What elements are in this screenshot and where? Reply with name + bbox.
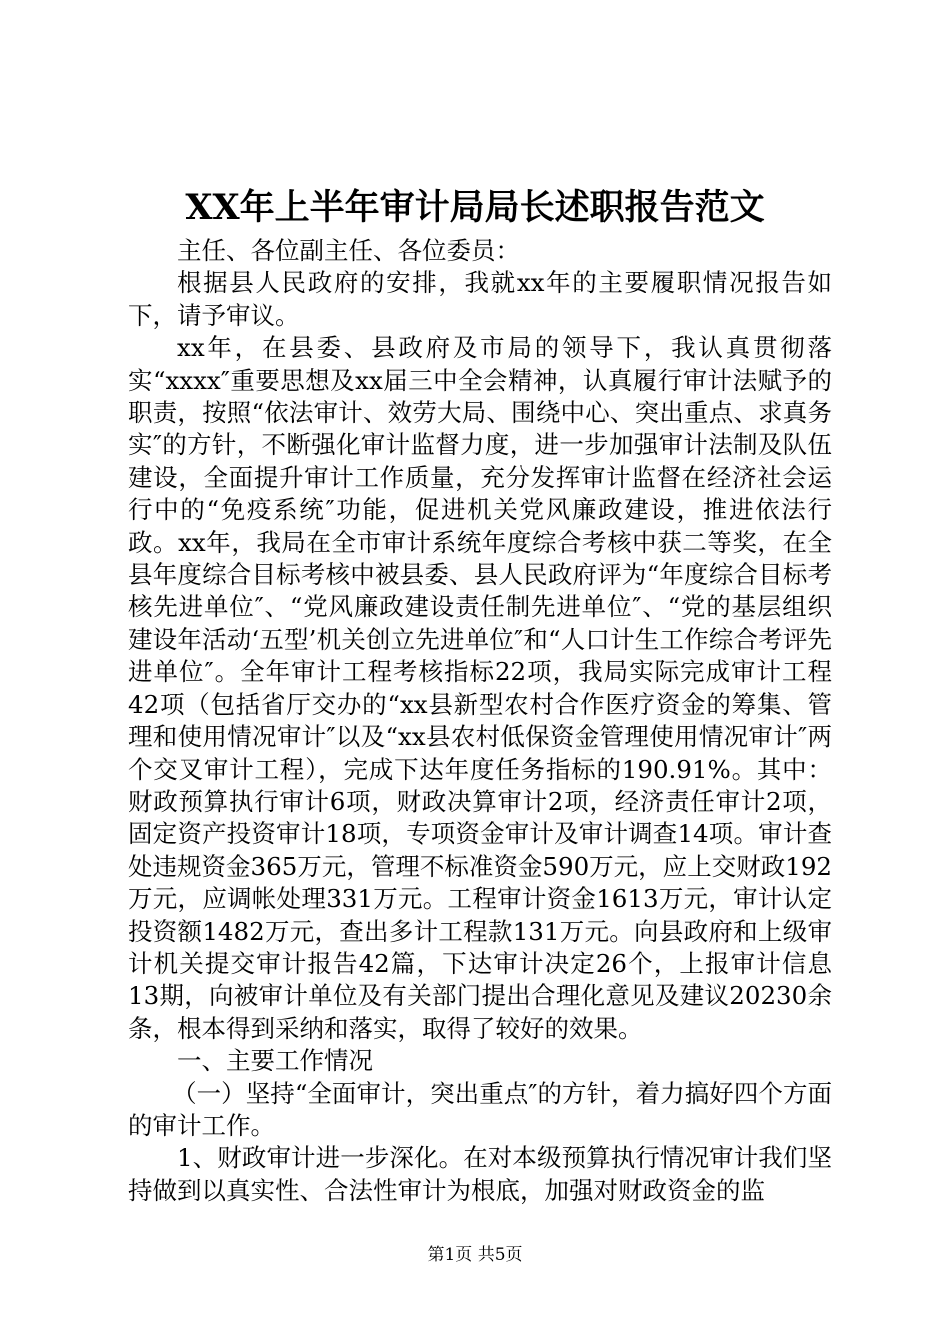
page-footer: 第1页 共5页 (427, 1245, 523, 1265)
section-heading: 一、主要工作情况 (177, 1046, 373, 1076)
salutation-paragraph: 主任、各位副主任、各位委员： (177, 236, 520, 265)
document-body (128, 235, 832, 1207)
document-title: XX年上半年审计局局长述职报告范文 (185, 187, 765, 228)
intro-paragraph: 根据县人民政府的安排，我就xx年的主要履职情况报告如下，请予审议。 (128, 268, 832, 330)
subsection-heading: （一）坚持“全面审计，突出重点″的方针，着力搞好四个方面的审计工作。 (128, 1078, 832, 1140)
finance-audit-paragraph: 1、财政审计进一步深化。在对本级预算执行情况审计我们坚持做到以真实性、合法性审计为根底，加强对财政资金的监 (128, 1143, 832, 1205)
summary-paragraph: xx年，在县委、县政府及市局的领导下，我认真贯彻落实“xxxx″重要思想及xx届三中全会精神，认真履行审计法赋予的职责，按照“依法审计、效劳大局、围绕中心、突出重点、求真务实″的方针，不断强化审计监督力度，进一步加强审计法制及队伍建设，全面提升审计工作质量，充分发挥审计监督在经济社会运行中的“免疫系统″功能，促进机关党风廉政建设，推进依法行政。xx年，我局在全市审计系统年度综合考核中获二等奖，在全县年度综合目标考核中被县委、县人民政府评为“年度综合目标考核先进单位″、“党风廉政建设责任制先进单位″、“党的基层组织建设年活动‘五型’机关创立先进单位″和“人口计生工作综合考评先进单位″。全年审计工程考核指标22项，我局实际完成审计工程42项（包括省厅交办的“xx县新型农村合作医疗资金的筹集、管理和使用情况审计″以及“xx县农村低保资金管理使用情况审计″两个交叉审计工程），完成下达年度任务指标的190.91%。其中：财政预算执行审计6项，财政决算审计2项，经济责任审计2项，固定资产投资审计18项，专项资金审计及审计调查14项。审计查处违规资金365万元，管理不标准资金590万元，应上交财政192万元，应调帐处理331万元。工程审计资金1613万元，审计认定投资额1482万元，查出多计工程款131万元。向县政府和上级审计机关提交审计报告42篇，下达审计决定26个，上报审计信息13期，向被审计单位及有关部门提出合理化意见及建议20230余条，根本得到采纳和落实，取得了较好的效果。 (128, 333, 832, 1043)
